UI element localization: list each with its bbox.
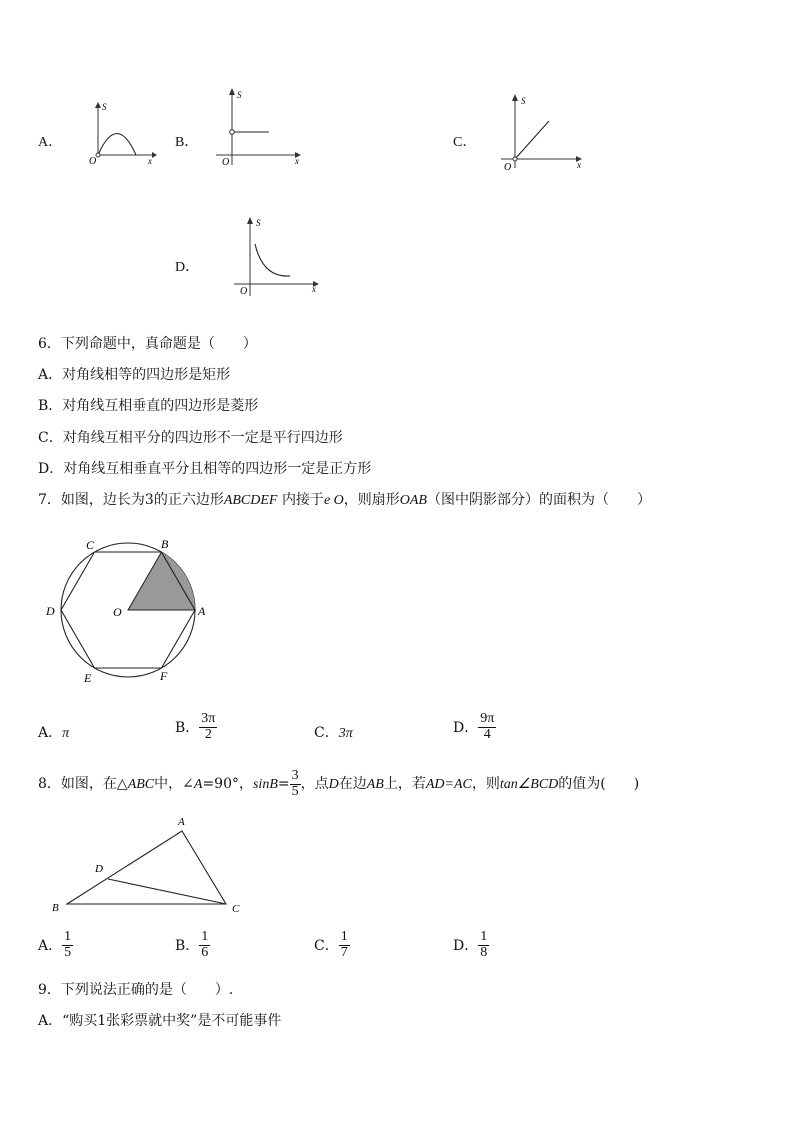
q5-b-origin: O	[222, 157, 230, 168]
q5-c-x-label: x	[577, 160, 581, 170]
q7-hexagon-figure	[40, 535, 220, 685]
q8-point-b: B	[52, 902, 59, 914]
q5-graph-b	[212, 85, 304, 170]
q8-sin-fraction: $\frac{3}{5}$	[291, 767, 299, 799]
q7-circle-name: e O	[323, 493, 344, 508]
q5-d-s-label: S	[256, 218, 261, 228]
q5-a-x-label: x	[148, 156, 152, 166]
q7-point-f: F	[160, 669, 168, 683]
q6-option-c: C．对角线互相平分的四边形不一定是平行四边形	[38, 430, 343, 446]
q9-stem: 9．下列说法正确的是（ ）.	[38, 982, 234, 998]
q5-option-c-label: C．	[453, 135, 477, 150]
q7-stem-pre: 7．如图，边长为3的正六边形	[38, 492, 224, 508]
q7-option-a: A．π	[38, 725, 70, 741]
q5-option-a-label: A．	[38, 135, 63, 150]
q5-option-d-label: D．	[175, 260, 200, 275]
q7-point-d: D	[46, 604, 55, 618]
q9-option-a: A．“购买1张彩票就中奖”是不可能事件	[38, 1013, 282, 1029]
q8-point-c: C	[232, 903, 240, 915]
q7-sector-name: OAB	[399, 493, 427, 508]
q7-point-o: O	[113, 605, 122, 619]
q8-option-c: C． $\frac{1}{7}$	[314, 929, 348, 960]
q5-graph-c	[497, 90, 587, 175]
q5-graph-a	[84, 98, 159, 168]
q7-option-c: C．3π	[314, 725, 353, 741]
q5-b-s-label: S	[237, 90, 242, 100]
q8-option-d: D． $\frac{1}{8}$	[453, 929, 488, 960]
q8-point-d: D	[95, 863, 103, 875]
q6-option-b: B．对角线互相垂直的四边形是菱形	[38, 398, 259, 414]
q7-option-d: D． $\frac{9\pi}{4}$	[453, 711, 495, 742]
q8-point-a: A	[178, 816, 185, 828]
q6-stem: 6．下列命题中，真命题是（ ）	[38, 336, 257, 352]
q5-a-s-label: S	[102, 102, 107, 112]
q6-option-d: D．对角线互相垂直平分且相等的四边形一定是正方形	[38, 461, 372, 477]
q5-graph-d	[230, 212, 322, 300]
q5-a-origin: O	[89, 156, 97, 167]
q5-d-origin: O	[240, 286, 248, 297]
q5-c-s-label: S	[521, 96, 526, 106]
q5-d-x-label: x	[312, 284, 316, 294]
q5-b-x-label: x	[295, 156, 299, 166]
q8-option-a: A． $\frac{1}{5}$	[38, 929, 72, 960]
q5-c-origin: O	[504, 162, 512, 173]
q7-point-b: B	[161, 537, 169, 551]
q7-point-a: A	[198, 604, 206, 618]
q5-option-b-label: B．	[175, 135, 199, 150]
q7-stem-mid: 内接于	[281, 492, 324, 508]
q7-point-e: E	[84, 671, 92, 685]
q8-stem: 8．如图，在△ABC中，∠A=90°，sinB= $\frac{3}{5}$ ，点D在边AB上，若AD=AC，则tan∠BCD的值为( )	[38, 767, 640, 799]
q7-option-b: B． $\frac{3\pi}{2}$	[175, 711, 216, 742]
q8-triangle-figure	[45, 812, 255, 920]
q7-stem-post: （图中阴影部分）的面积为（ ）	[426, 492, 651, 508]
q6-option-a: A．对角线相等的四边形是矩形	[38, 367, 231, 383]
q7-hexagon-name: ABCDEF	[223, 493, 278, 508]
q7-stem	[38, 489, 651, 509]
q7-stem-mid2: ，则扇形	[343, 492, 400, 508]
q8-option-b: B． $\frac{1}{6}$	[175, 929, 209, 960]
q7-point-c: C	[86, 538, 95, 552]
